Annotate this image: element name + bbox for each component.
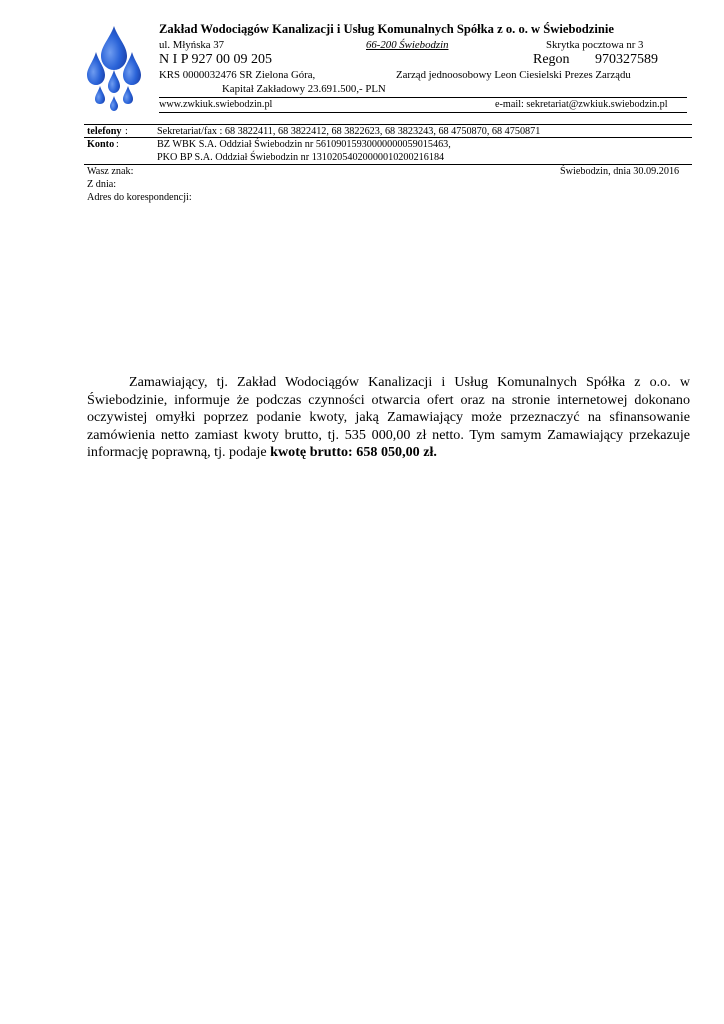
po-box: Skrytka pocztowa nr 3: [546, 39, 644, 51]
gross-amount: kwotę brutto: 658 050,00 zł.: [270, 444, 437, 461]
letter-body: [87, 374, 690, 462]
contact-divider: [84, 124, 692, 125]
header-divider: [159, 97, 687, 98]
your-reference: Wasz znak:: [87, 166, 134, 177]
bank-account-1: BZ WBK S.A. Oddział Świebodzin nr 56109015930000000059015463,: [157, 139, 451, 150]
krs-number: KRS 0000032476 SR Zielona Góra,: [159, 69, 316, 81]
drop-icon: [101, 26, 127, 70]
contact-divider: [84, 137, 692, 138]
email-link[interactable]: e-mail: sekretariat@zwkiuk.swiebodzin.pl: [495, 99, 668, 110]
header-divider: [159, 112, 687, 113]
phones-label: telefony: [87, 126, 122, 137]
regon-value: 970327589: [595, 52, 658, 67]
drop-icon: [123, 86, 133, 104]
bank-account-2: PKO BP S.A. Oddział Świebodzin nr 13102054020000010200216184: [157, 152, 445, 163]
date-field: Z dnia:: [87, 179, 117, 190]
contact-divider: [84, 164, 692, 165]
account-label: Konto: [87, 139, 115, 150]
board-info: Zarząd jednoosobowy Leon Ciesielski Prezes Zarządu: [396, 69, 631, 81]
correspondence-address: Adres do korespondencji:: [87, 192, 192, 203]
drop-icon: [108, 70, 120, 93]
nip-number: N I P 927 00 09 205: [159, 52, 273, 67]
body-paragraph: [87, 374, 690, 462]
phones-colon: :: [125, 126, 128, 137]
website-link[interactable]: www.zwkiuk.swiebodzin.pl: [159, 99, 273, 110]
body-text: Zamawiający, tj. Zakład Wodociągów Kanalizacji i Usług Komunalnych Spółka z o.o. w Świebodzinie, informuje że podczas czynności otwarcia ofert oraz na stronie internetowej dokonano oczywistej omyłki poprzez podanie kwoty, jaką Zamawiający może przeznaczyć na sfinansowanie zamówienia netto zamiast kwoty brutto, tj. 535 000,00 zł netto. Tym samym Zamawiający przekazuje informację poprawną, tj. podaje: [87, 374, 690, 461]
drop-icon: [110, 96, 118, 111]
drop-icon: [95, 86, 105, 104]
street-address: ul. Młyńska 37: [159, 39, 225, 51]
postal-city: 66-200 Świebodzin: [366, 39, 449, 51]
phone-numbers: Sekretariat/fax : 68 3822411, 68 3822412, 68 3822623, 68 3823243, 68 4750870, 68 4750871: [157, 126, 541, 137]
share-capital: Kapitał Zakładowy 23.691.500,- PLN: [222, 83, 386, 95]
account-colon: :: [116, 139, 119, 150]
company-name: Zakład Wodociągów Kanalizacji i Usług Komunalnych Spółka z o. o. w Świebodzinie: [159, 22, 614, 36]
regon-label: Regon: [533, 52, 570, 67]
place-date: Świebodzin, dnia 30.09.2016: [560, 166, 680, 177]
water-drops-logo-icon: [86, 24, 142, 114]
